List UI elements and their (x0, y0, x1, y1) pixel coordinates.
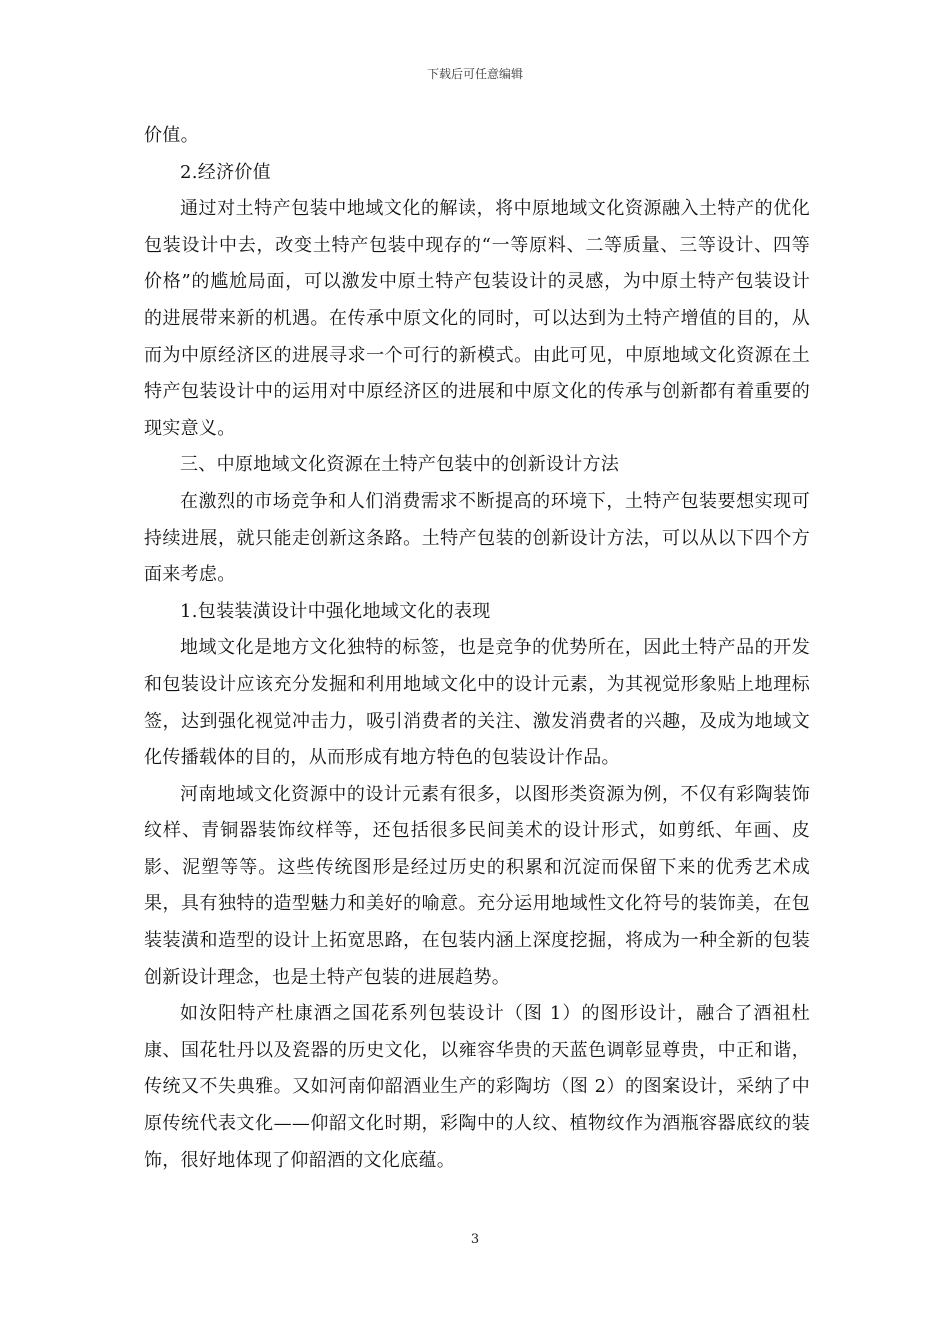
paragraph: 如汝阳特产杜康酒之国花系列包装设计（图 1）的图形设计，融合了酒祖杜康、国花牡丹以及瓷器的历史文化，以雍容华贵的天蓝色调彰显尊贵，中正和谐，传统又不失典雅。又如河南仰韶酒业生产的彩陶坊（图 2）的图案设计，采纳了中原传统代表文化——仰韶文化时期，彩陶中的人纹、植物纹作为酒瓶容器底纹的装饰，很好地体现了仰韶酒的文化底蕴。 (144, 1003, 810, 1171)
page-number: 3 (470, 1232, 480, 1247)
paragraph: 通过对土特产包装中地域文化的解读，将中原地域文化资源融入土特产的优化包装设计中去，改变土特产包装中现存的“一等原料、二等质量、三等设计、四等价格”的尴尬局面，可以激发中原土特产包装设计的灵感，为中原土特产包装设计的进展带来新的机遇。在传承中原文化的同时，可以达到为土特产增值的目的，从而为中原经济区的进展寻求一个可行的新模式。由此可见，中原地域文化资源在土特产包装设计中的运用对中原经济区的进展和中原文化的传承与创新都有着重要的现实意义。 (144, 198, 810, 439)
section-heading: 三、中原地域文化资源在土特产包装中的创新设计方法 (180, 454, 620, 476)
paragraph: 价值。 (144, 125, 199, 146)
section-heading: 1.包装装潢设计中强化地域文化的表现 (180, 600, 491, 622)
body-text (144, 118, 810, 1179)
paragraph: 地域文化是地方文化独特的标签，也是竞争的优势所在，因此土特产品的开发和包装设计应该充分发掘和利用地域文化中的设计元素，为其视觉形象贴上地理标签，达到强化视觉冲击力，吸引消费者的关注、激发消费者的兴趣，及成为地域文化传播载体的目的，从而形成有地方特色的包装设计作品。 (144, 637, 810, 769)
page-header: 下载后可任意编辑 (426, 67, 523, 81)
section-heading: 2.经济价值 (180, 161, 271, 183)
paragraph: 河南地域文化资源中的设计元素有很多，以图形类资源为例，不仅有彩陶装饰纹样、青铜器装饰纹样等，还包括很多民间美术的设计形式，如剪纸、年画、皮影、泥塑等等。这些传统图形是经过历史的积累和沉淀而保留下来的优秀艺术成果，具有独特的造型魅力和美好的喻意。充分运用地域性文化符号的装饰美，在包装装潢和造型的设计上拓宽思路，在包装内涵上深度挖掘，将成为一种全新的包装创新设计理念，也是土特产包装的进展趋势。 (144, 783, 810, 988)
paragraph: 在激烈的市场竞争和人们消费需求不断提高的环境下，土特产包装要想实现可持续进展，就只能走创新这条路。土特产包装的创新设计方法，可以从以下四个方面来考虑。 (144, 490, 810, 586)
